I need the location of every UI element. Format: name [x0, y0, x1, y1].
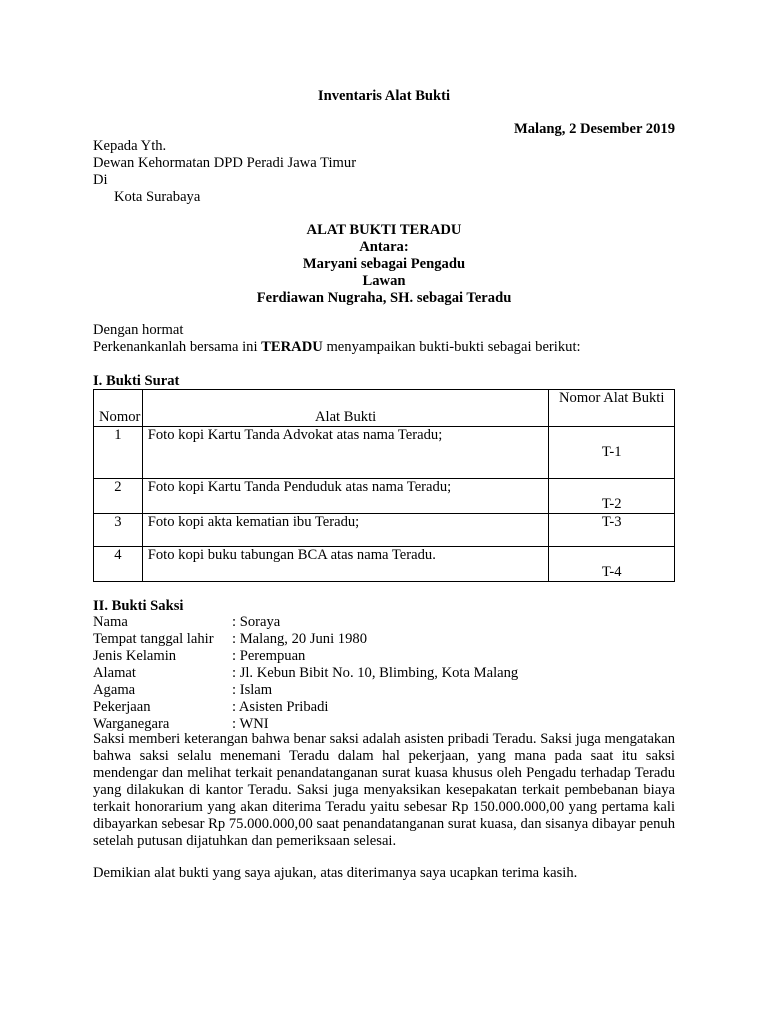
witness-field: [93, 699, 675, 716]
header-nomor-alat-bukti: Nomor Alat Bukti: [549, 390, 675, 427]
witness-field: [93, 665, 675, 682]
field-value: : Asisten Pribadi: [232, 699, 329, 715]
address-line: Di: [93, 172, 108, 188]
field-value: : Perempuan: [232, 648, 306, 664]
header-nomor: Nomor: [94, 390, 143, 427]
witness-details: [93, 614, 675, 733]
witness-field: [93, 631, 675, 648]
recipient-address: [93, 138, 356, 206]
closing-statement: Demikian alat bukti yang saya ajukan, atas diterimanya saya ucapkan terima kasih.: [93, 865, 578, 881]
table-row: [94, 427, 675, 479]
opening-text: [93, 322, 675, 356]
field-label: Tempat tanggal lahir: [93, 631, 214, 647]
row-code: T-2: [549, 479, 675, 514]
witness-testimony: Saksi memberi keterangan bahwa benar saksi adalah asisten pribadi Teradu. Saksi juga mengatakan bahwa saksi selalu menemani Teradu dalam hal pekerjaan, yang mana pada saat itu saksi mendengar dan melihat terkait penandatanganan surat kuasa khusus oleh Pengadu terhadap Teradu yang dilakukan di kantor Teradu. Saksi juga menyaksikan kesepakatan terkait pembebanan biaya terkait honorarium yang akan diterima Teradu yaitu sebesar Rp 150.000.000,00 yang pertama kali dibayarkan sebesar Rp 75.000.000,00 saat penandatanganan surat kuasa, dan sisanya dibayar penuh setelah putusan dijatuhkan dan pemeriksaan selesai.: [93, 731, 675, 849]
heading-line: Antara:: [359, 239, 409, 255]
header-alat-bukti: Alat Bukti: [142, 390, 549, 427]
field-value: : Malang, 20 Juni 1980: [232, 631, 367, 647]
row-description: Foto kopi Kartu Tanda Penduduk atas nama Teradu;: [142, 479, 549, 514]
field-value: : Jl. Kebun Bibit No. 10, Blimbing, Kota Malang: [232, 665, 519, 681]
witness-field: [93, 614, 675, 631]
section-title-bukti-saksi: II. Bukti Saksi: [93, 598, 184, 614]
row-description: Foto kopi akta kematian ibu Teradu;: [142, 514, 549, 547]
field-label: Pekerjaan: [93, 699, 151, 715]
row-number: 4: [94, 547, 143, 582]
table-header-row: [94, 390, 675, 427]
evidence-table: [93, 389, 675, 582]
heading-line: Lawan: [362, 273, 406, 289]
row-number: 1: [94, 427, 143, 479]
row-description: Foto kopi Kartu Tanda Advokat atas nama Teradu;: [142, 427, 549, 479]
intro-before: Perkenankanlah bersama ini: [93, 339, 262, 355]
section-title-bukti-surat: I. Bukti Surat: [93, 373, 180, 389]
table-row: [94, 547, 675, 582]
address-line: Kota Surabaya: [114, 189, 201, 205]
heading-line: ALAT BUKTI TERADU: [306, 222, 462, 238]
address-line: Kepada Yth.: [93, 138, 167, 154]
row-code: T-1: [549, 427, 675, 479]
table-row: [94, 514, 675, 547]
row-number: 3: [94, 514, 143, 547]
field-value: : Islam: [232, 682, 273, 698]
intro-line: [93, 339, 675, 356]
row-description: Foto kopi buku tabungan BCA atas nama Teradu.: [142, 547, 549, 582]
intro-bold: TERADU: [261, 339, 323, 355]
document-title: Inventaris Alat Bukti: [317, 88, 451, 104]
document-date: Malang, 2 Desember 2019: [513, 121, 675, 137]
intro-after: menyampaikan bukti-bukti sebagai berikut:: [322, 339, 581, 355]
field-label: Agama: [93, 682, 136, 698]
row-code: T-3: [549, 514, 675, 547]
table-row: [94, 479, 675, 514]
row-code: T-4: [549, 547, 675, 582]
greeting: Dengan hormat: [93, 322, 184, 338]
field-label: Alamat: [93, 665, 136, 681]
field-label: Warganegara: [93, 716, 170, 732]
field-label: Jenis Kelamin: [93, 648, 177, 664]
heading-line: Maryani sebagai Pengadu: [302, 256, 466, 272]
witness-field: [93, 648, 675, 665]
witness-field: [93, 682, 675, 699]
field-value: : Soraya: [232, 614, 281, 630]
case-heading: [93, 222, 675, 307]
address-line: Dewan Kehormatan DPD Peradi Jawa Timur: [93, 155, 357, 171]
heading-line: Ferdiawan Nugraha, SH. sebagai Teradu: [256, 290, 512, 306]
field-value: : WNI: [232, 716, 269, 732]
row-number: 2: [94, 479, 143, 514]
field-label: Nama: [93, 614, 128, 630]
